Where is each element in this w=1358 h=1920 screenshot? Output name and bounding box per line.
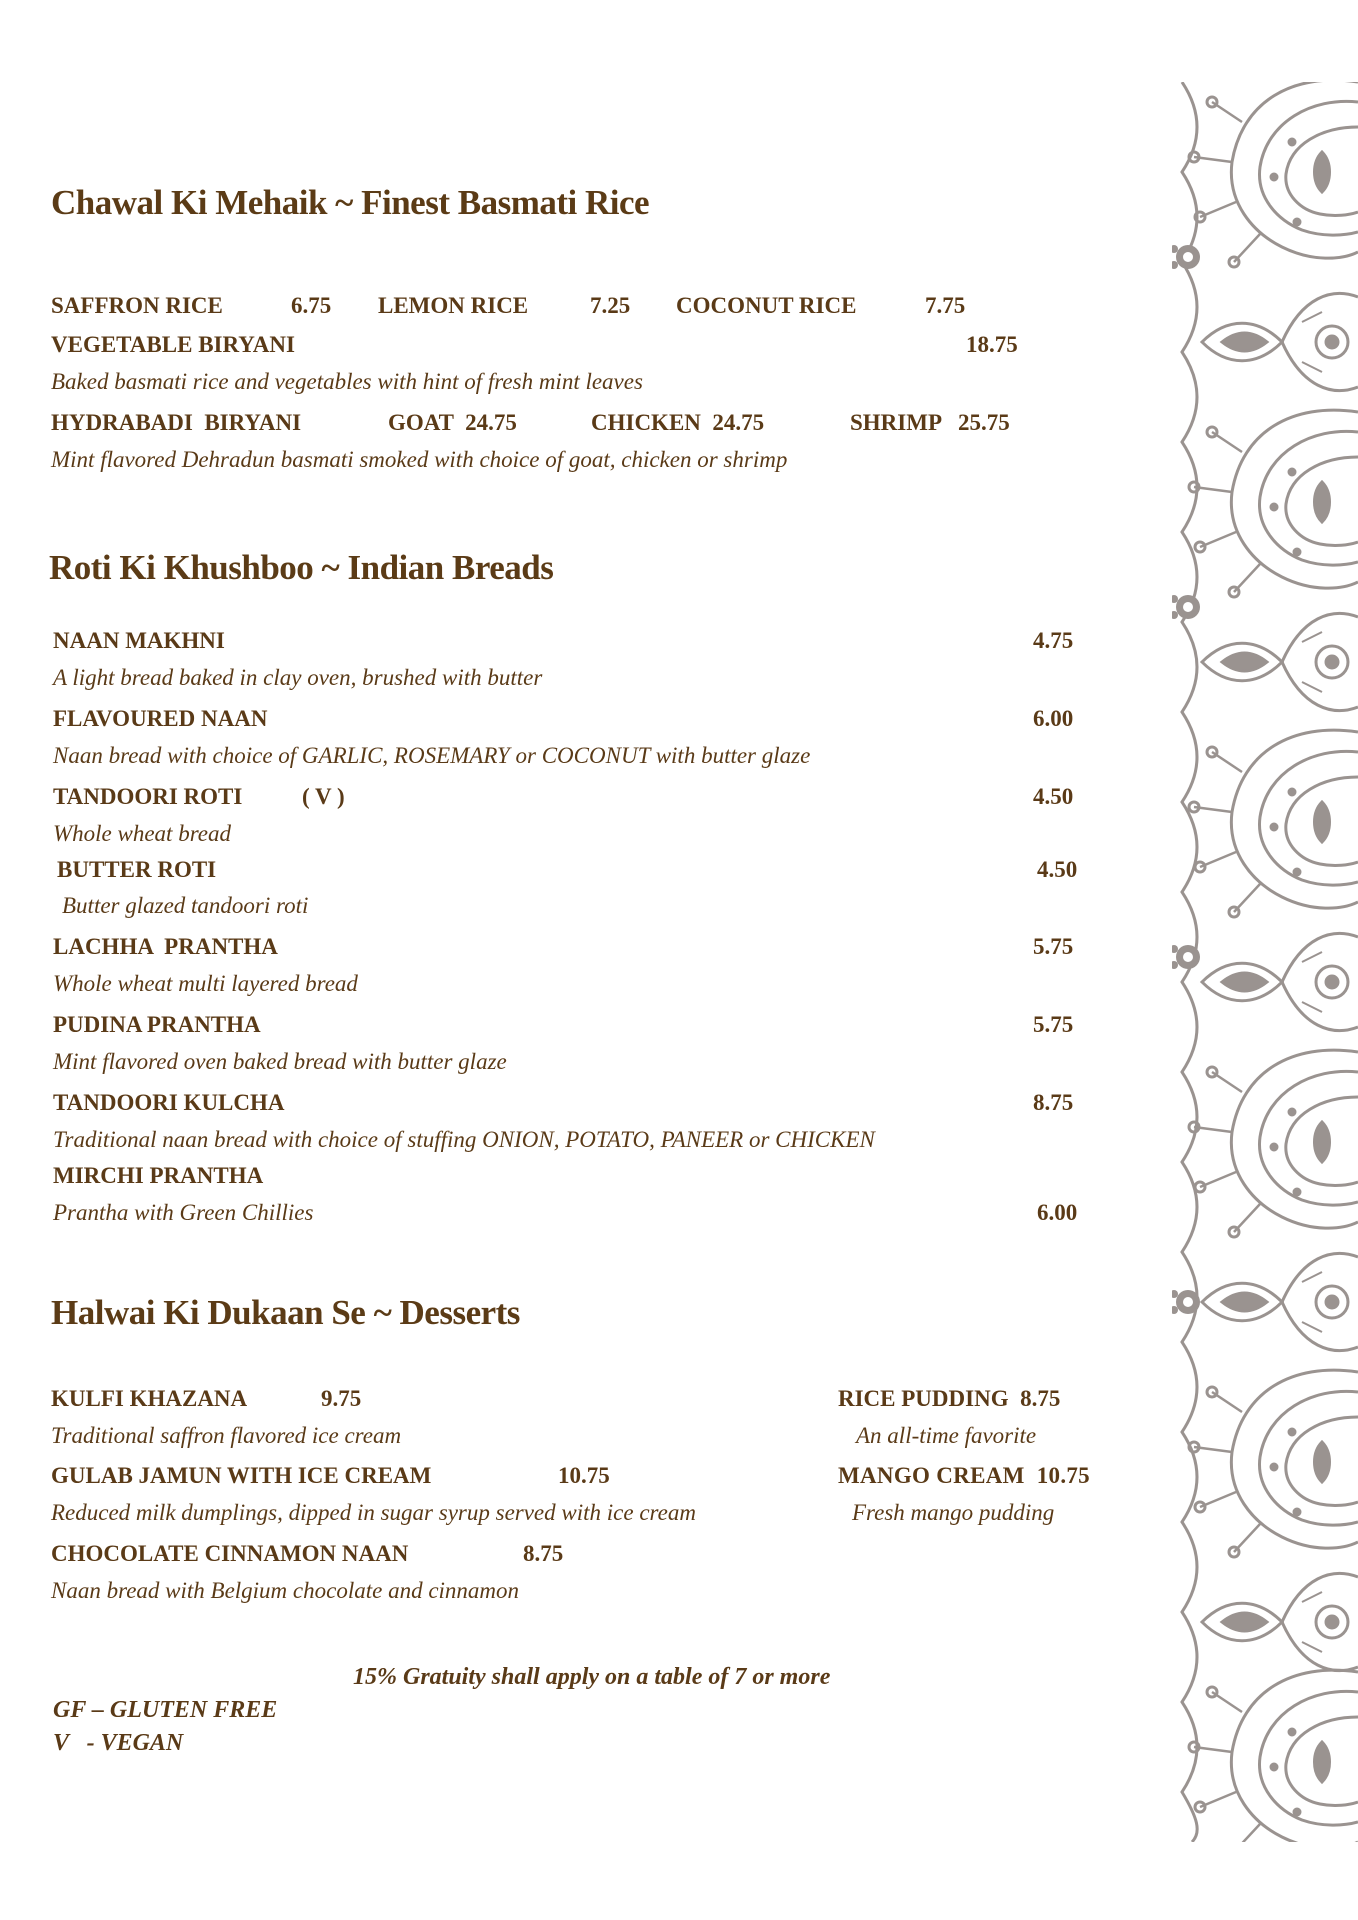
item-name-saffron-rice: SAFFRON RICE: [51, 293, 223, 318]
item-desc-rice-pudding: An all-time favorite: [856, 1423, 1037, 1448]
gratuity-note: 15% Gratuity shall apply on a table of 7 or more: [353, 1664, 831, 1690]
item-name: NAAN MAKHNI: [53, 628, 225, 653]
item-desc: Whole wheat multi layered bread: [53, 971, 358, 996]
item-mango-cream: MANGO CREAM 10.75: [838, 1463, 1090, 1488]
item-desc: A light bread baked in clay oven, brushed with butter: [53, 665, 543, 690]
item-desc: Butter glazed tandoori roti: [62, 893, 309, 918]
vegan-tag: ( V ): [302, 784, 345, 809]
item-desc-vegetable-biryani: Baked basmati rice and vegetables with hint of fresh mint leaves: [51, 369, 643, 394]
item-name-vegetable-biryani: VEGETABLE BIRYANI: [51, 332, 295, 357]
item-desc: Mint flavored oven baked bread with butter glaze: [53, 1049, 507, 1074]
item-price: 5.75: [1033, 1012, 1074, 1037]
item-price: 6.00: [1037, 1200, 1078, 1225]
item-name: MIRCHI PRANTHA: [53, 1163, 264, 1188]
item-name-hydrabadi-biryani: HYDRABADI BIRYANI: [51, 410, 302, 435]
item-name-lemon-rice: LEMON RICE: [378, 293, 529, 318]
item-name: BUTTER ROTI: [57, 857, 217, 882]
legend-gluten-free: GF – GLUTEN FREE: [53, 1697, 278, 1723]
item-name: LACHHA PRANTHA: [53, 934, 278, 959]
item-desc-gulab-jamun: Reduced milk dumplings, dipped in sugar syrup served with ice cream: [51, 1500, 696, 1525]
item-desc-kulfi-khazana: Traditional saffron flavored ice cream: [51, 1423, 402, 1448]
item-desc: Whole wheat bread: [53, 821, 232, 846]
item-price-coconut-rice: 7.75: [925, 293, 966, 318]
item-name: PUDINA PRANTHA: [53, 1012, 261, 1037]
item-option-shrimp: SHRIMP 25.75: [850, 410, 1010, 435]
item-name: TANDOORI KULCHA: [53, 1090, 285, 1115]
item-desc-hydrabadi-biryani: Mint flavored Dehradun basmati smoked with choice of goat, chicken or shrimp: [51, 447, 788, 472]
item-desc: Naan bread with choice of GARLIC, ROSEMARY or COCONUT with butter glaze: [53, 743, 811, 768]
item-price: 8.75: [1033, 1090, 1074, 1115]
item-price-vegetable-biryani: 18.75: [966, 332, 1018, 357]
item-price: 5.75: [1033, 934, 1074, 959]
section-heading-breads: Roti Ki Khushboo ~ Indian Breads: [49, 548, 554, 587]
item-price: 4.75: [1033, 628, 1074, 653]
item-name-coconut-rice: COCONUT RICE: [676, 293, 857, 318]
legend-vegan: V - VEGAN: [53, 1730, 184, 1756]
item-price-gulab-jamun: 10.75: [558, 1463, 610, 1488]
item-desc: Traditional naan bread with choice of stuffing ONION, POTATO, PANEER or CHICKEN: [53, 1127, 875, 1152]
item-price-lemon-rice: 7.25: [590, 293, 631, 318]
item-price: 6.00: [1033, 706, 1074, 731]
section-heading-rice: Chawal Ki Mehaik ~ Finest Basmati Rice: [51, 183, 650, 222]
item-name: TANDOORI ROTI: [53, 784, 243, 809]
item-name-gulab-jamun: GULAB JAMUN WITH ICE CREAM: [51, 1463, 432, 1488]
item-option-chicken: CHICKEN 24.75: [591, 410, 765, 435]
item-desc: Prantha with Green Chillies: [53, 1200, 314, 1225]
item-name-kulfi-khazana: KULFI KHAZANA: [51, 1386, 248, 1411]
item-price-kulfi-khazana: 9.75: [321, 1386, 362, 1411]
section-heading-desserts: Halwai Ki Dukaan Se ~ Desserts: [51, 1293, 520, 1332]
item-rice-pudding: RICE PUDDING 8.75: [838, 1386, 1061, 1411]
item-desc-chocolate-cinnamon-naan: Naan bread with Belgium chocolate and cinnamon: [51, 1578, 520, 1603]
item-option-goat: GOAT 24.75: [388, 410, 517, 435]
item-price: 4.50: [1037, 857, 1078, 882]
henna-border-ornament: [1172, 82, 1358, 1842]
item-price: 4.50: [1033, 784, 1074, 809]
item-name-chocolate-cinnamon-naan: CHOCOLATE CINNAMON NAAN: [51, 1541, 409, 1566]
item-desc-mango-cream: Fresh mango pudding: [852, 1500, 1055, 1525]
item-price-chocolate-cinnamon-naan: 8.75: [523, 1541, 564, 1566]
item-name: FLAVOURED NAAN: [53, 706, 268, 731]
item-price-saffron-rice: 6.75: [291, 293, 332, 318]
